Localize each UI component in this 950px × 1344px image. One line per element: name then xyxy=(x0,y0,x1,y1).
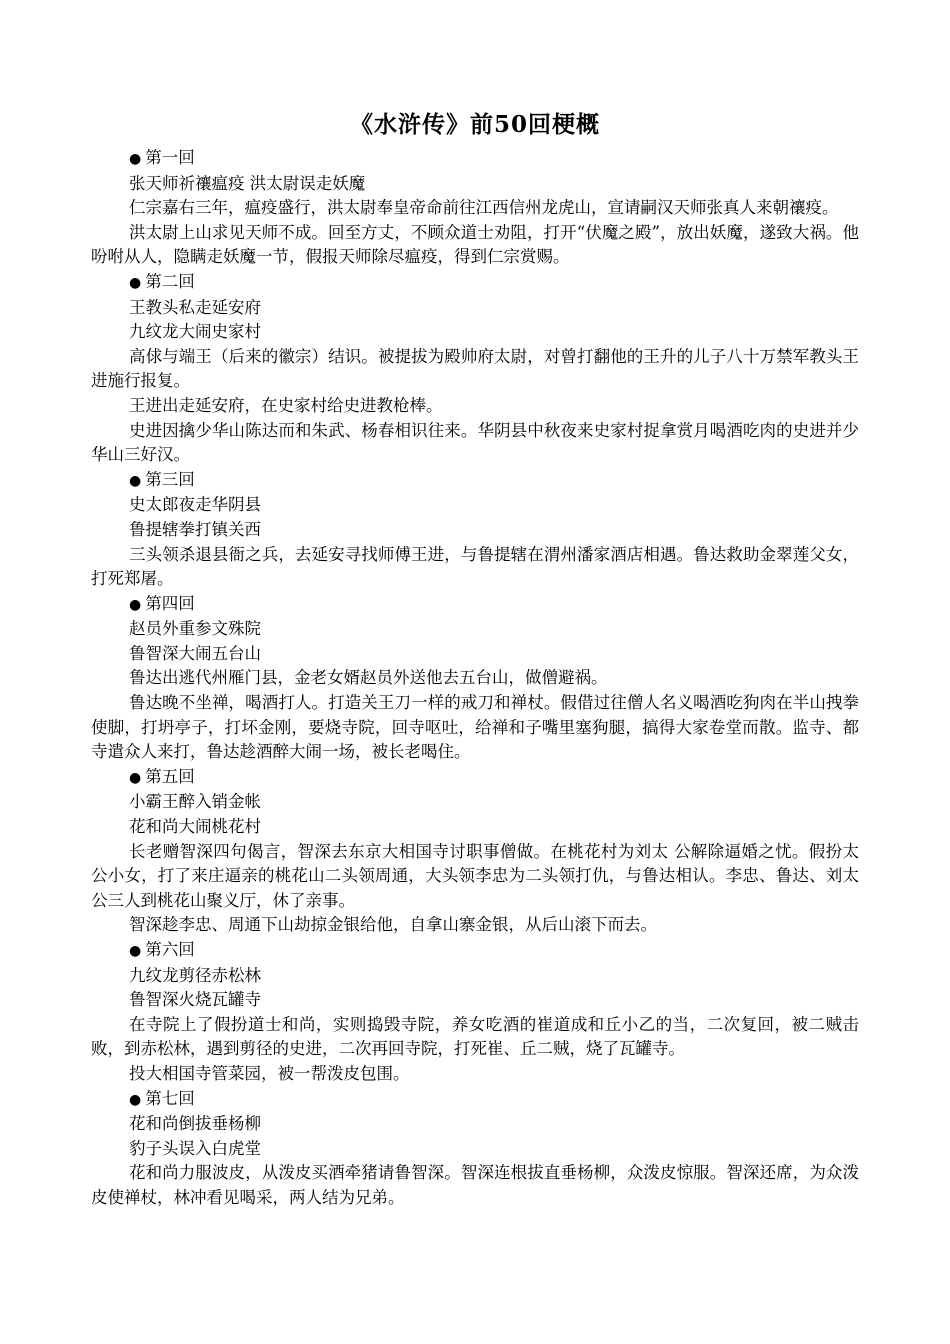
bullet-icon: ● xyxy=(129,151,142,167)
bullet-icon: ● xyxy=(129,274,142,291)
chapter-paragraph: 史进因擒少华山陈达而和朱武、杨春相识往来。华阴县中秋夜来史家村捉拿赏月喝酒吃肉的史进并少华山三好汉。 xyxy=(91,420,859,465)
chapter-heading: 花和尚倒拔垂杨柳 xyxy=(129,1114,261,1134)
chapter-heading: 小霸王醉入销金帐 xyxy=(129,792,261,812)
bullet-icon: ● xyxy=(129,596,142,613)
chapter-label xyxy=(91,146,859,172)
chapter-number: 第一回 xyxy=(145,148,195,167)
chapter-heading: 鲁智深火烧瓦罐寺 xyxy=(129,990,261,1010)
chapter-paragraph: 智深趁李忠、周通下山劫掠金银给他，自拿山寨金银，从后山滚下而去。 xyxy=(129,915,657,935)
chapter-label xyxy=(91,468,859,494)
chapter-heading: 鲁智深大闹五台山 xyxy=(129,643,261,663)
chapter-heading: 鲁提辖拳打镇关西 xyxy=(129,519,261,539)
document-body xyxy=(91,146,859,1211)
chapter-number: 第六回 xyxy=(145,940,195,959)
chapter-paragraph: 王进出走延安府，在史家村给史进教枪棒。 xyxy=(129,395,443,415)
chapter-number: 第五回 xyxy=(145,766,195,786)
chapter-heading: 豹子头误入白虎堂 xyxy=(129,1138,261,1158)
chapter-paragraph: 洪太尉上山求见天师不成。回至方丈，不顾众道士劝阻，打开“伏魔之殿”，放出妖魔，遂致大祸。他吩咐从人，隐瞒走妖魔一节，假报天师除尽瘟疫，得到仁宗赏赐。 xyxy=(91,222,859,267)
chapter-heading: 花和尚大闹桃花村 xyxy=(129,817,261,837)
chapter-heading: 王教头私走延安府 xyxy=(129,297,261,317)
chapter-label xyxy=(91,1087,859,1113)
chapter-paragraph: 投大相国寺管菜园，被一帮泼皮包围。 xyxy=(129,1063,410,1083)
chapter-heading: 张天师祈禳瘟疫 洪太尉误走妖魔 xyxy=(129,173,366,193)
document-title: 《水浒传》前50回梗概 xyxy=(349,111,600,138)
chapter-paragraph: 鲁达晚不坐禅，喝酒打人。打造关王刀一样的戒刀和禅杖。假借过往僧人名义喝酒吃狗肉在半山拽拳使脚，打坍亭子，打坏金刚，要烧寺院，回寺呕吐，给禅和子嘴里塞狗腿，搞得大家卷堂而散。监寺、都寺遣众人来打，鲁达趁酒醉大闹一场，被长老喝住。 xyxy=(91,693,859,762)
chapter-label xyxy=(91,270,859,296)
chapter-heading: 史太郎夜走华阴县 xyxy=(129,495,261,515)
chapter-label xyxy=(91,765,859,791)
bullet-icon: ● xyxy=(129,943,142,959)
chapter-number: 第四回 xyxy=(145,593,195,613)
chapter-paragraph: 三头领杀退县衙之兵，去延安寻找师傅王进，与鲁提辖在渭州潘家酒店相遇。鲁达救助金翠莲父女，打死郑屠。 xyxy=(91,544,859,589)
chapter-paragraph: 高俅与端王（后来的徽宗）结识。被提拔为殿帅府太尉，对曾打翻他的王升的儿子八十万禁军教头王进施行报复。 xyxy=(91,346,859,391)
document-page xyxy=(91,108,859,1211)
chapter-number: 第二回 xyxy=(145,271,195,291)
chapter-label xyxy=(91,938,859,964)
bullet-icon: ● xyxy=(129,1091,142,1108)
chapter-number: 第七回 xyxy=(145,1088,195,1108)
chapter-paragraph: 在寺院上了假扮道士和尚，实则捣毁寺院，养女吃酒的崔道成和丘小乙的当，二次复回，被二贼击败，到赤松林，遇到剪径的史进，二次再回寺院，打死崔、丘二贼，烧了瓦罐寺。 xyxy=(91,1014,859,1059)
chapter-heading: 赵员外重参文殊院 xyxy=(129,619,261,639)
chapter-paragraph: 仁宗嘉右三年，瘟疫盛行，洪太尉奉皇帝命前往江西信州龙虎山，宣请嗣汉天师张真人来朝禳疫。 xyxy=(129,198,839,218)
chapter-number: 第三回 xyxy=(145,469,195,489)
chapter-paragraph: 长老赠智深四句偈言，智深去东京大相国寺讨职事僧做。在桃花村为刘太 公解除逼婚之忧。假扮太公小女，打了来庄逼亲的桃花山二头领周通，大头领李忠为二头领打仇，与鲁达相认。李忠、鲁达、刘太公三人到桃花山聚义厅，休了亲事。 xyxy=(91,841,859,910)
chapter-heading: 九纹龙剪径赤松林 xyxy=(129,965,261,985)
chapter-label xyxy=(91,592,859,618)
bullet-icon: ● xyxy=(129,472,142,489)
chapter-paragraph: 花和尚力服波皮，从泼皮买酒牵猪请鲁智深。智深连根拔直垂杨柳，众泼皮惊服。智深还席，为众泼皮使禅杖，林冲看见喝采，两人结为兄弟。 xyxy=(91,1163,859,1207)
chapter-paragraph: 鲁达出逃代州雁门县，金老女婿赵员外送他去五台山，做僧避祸。 xyxy=(129,668,608,688)
bullet-icon: ● xyxy=(129,769,142,786)
chapter-heading: 九纹龙大闹史家村 xyxy=(129,322,261,342)
